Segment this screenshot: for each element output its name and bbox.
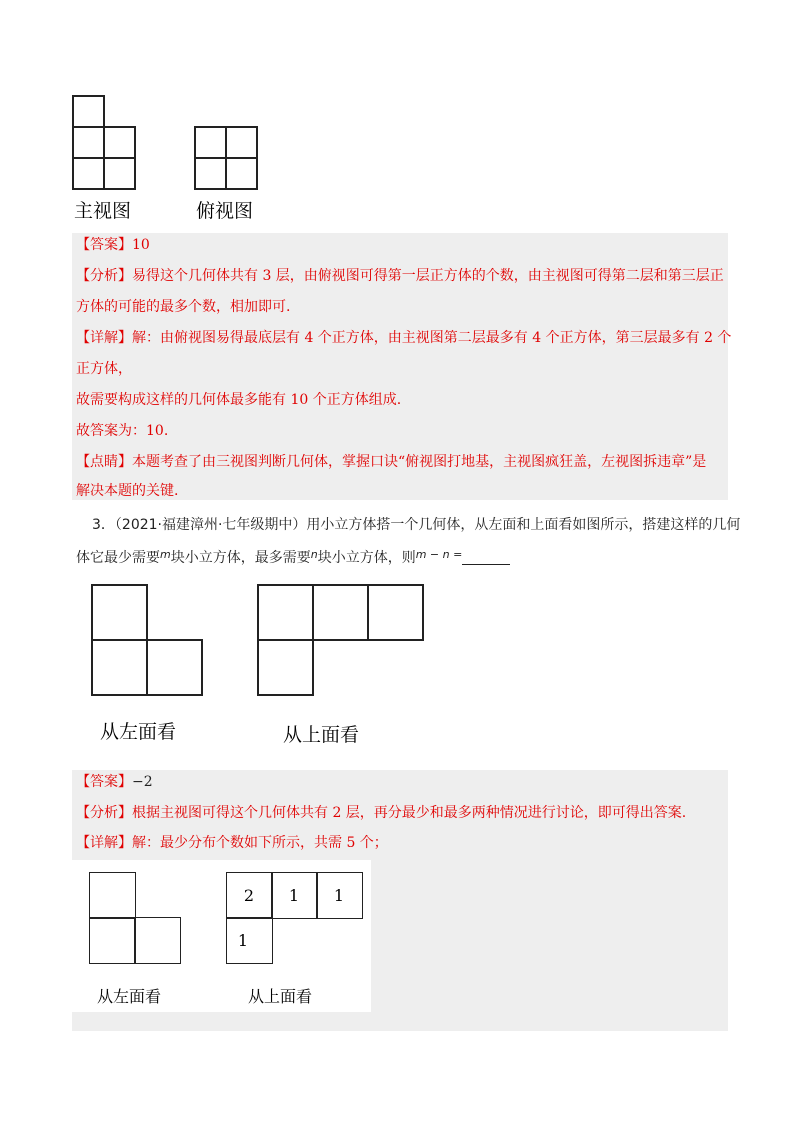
left-view-cell xyxy=(89,917,136,964)
left-view-caption: 从左面看 xyxy=(100,721,177,743)
detail-line-b1: 【详解】解：最少分布个数如下所示，共需 5 个； xyxy=(76,835,388,851)
top-view-cell xyxy=(225,126,258,159)
top-view-caption: 从上面看 xyxy=(248,987,313,1006)
left-view-cell xyxy=(89,872,136,919)
front-view-cell xyxy=(103,157,136,190)
cell-value: 1 xyxy=(237,931,249,950)
front-view-caption: 主视图 xyxy=(74,200,132,222)
detail-line-4: 故答案为：10. xyxy=(76,423,169,439)
answer-line-1: 【答案】10 xyxy=(76,237,150,253)
question-3-line-1: 3．（2021·福建漳州·七年级期中）用小立方体搭一个几何体，从左面和上面看如图所示，搭建这样的几何 xyxy=(92,517,741,533)
top-view-cell xyxy=(312,584,369,641)
left-view-cell xyxy=(134,917,181,964)
cell-value: 2 xyxy=(243,886,255,905)
top-view-cell xyxy=(257,584,314,641)
analysis-line-1: 【分析】易得这个几何体共有 3 层，由俯视图可得第一层正方体的个数，由主视图可得第二层和第三层正 xyxy=(76,268,724,284)
detail-line-1: 【详解】解：由俯视图易得最底层有 4 个正方体，由主视图第二层最多有 4 个正方体，第三层最多有 2 个 xyxy=(76,330,732,346)
top-view-caption: 俯视图 xyxy=(196,200,254,222)
answer-line-2: 【答案】−2 xyxy=(76,774,153,790)
left-view-cell xyxy=(91,584,148,641)
comment-line-2: 解决本题的关键. xyxy=(76,483,179,499)
comment-line-1: 【点睛】本题考查了由三视图判断几何体，掌握口诀“俯视图打地基，主视图疯狂盖，左视图拆违章”是 xyxy=(76,454,707,470)
question-3-line-2: 体它最少需要$^m$块小立方体，最多需要$^n$块小立方体，则$^{m - n =}$ xyxy=(76,546,510,567)
front-view-cell xyxy=(72,126,105,159)
cell-value: 1 xyxy=(333,886,345,905)
left-view-cell xyxy=(91,639,148,696)
analysis-line-2: 方体的可能的最多个数，相加即可. xyxy=(76,299,291,315)
solution-figure xyxy=(72,860,371,1012)
top-view-cell xyxy=(225,157,258,190)
top-view-cell xyxy=(194,126,227,159)
analysis-line-b1: 【分析】根据主视图可得这个几何体共有 2 层，再分最少和最多两种情况进行讨论，即可得出答案. xyxy=(76,805,687,821)
top-view-cell xyxy=(194,157,227,190)
cell-value: 1 xyxy=(288,886,300,905)
answer-blank[interactable] xyxy=(462,550,510,565)
top-view-caption: 从上面看 xyxy=(283,724,360,746)
front-view-cell xyxy=(72,157,105,190)
left-view-caption: 从左面看 xyxy=(97,987,162,1006)
left-view-cell xyxy=(146,639,203,696)
front-view-cell xyxy=(103,126,136,159)
front-view-cell xyxy=(72,95,105,128)
detail-line-2: 正方体， xyxy=(76,361,132,377)
top-view-cell xyxy=(257,639,314,696)
top-view-cell xyxy=(367,584,424,641)
detail-line-3: 故需要构成这样的几何体最多能有 10 个正方体组成. xyxy=(76,392,402,408)
